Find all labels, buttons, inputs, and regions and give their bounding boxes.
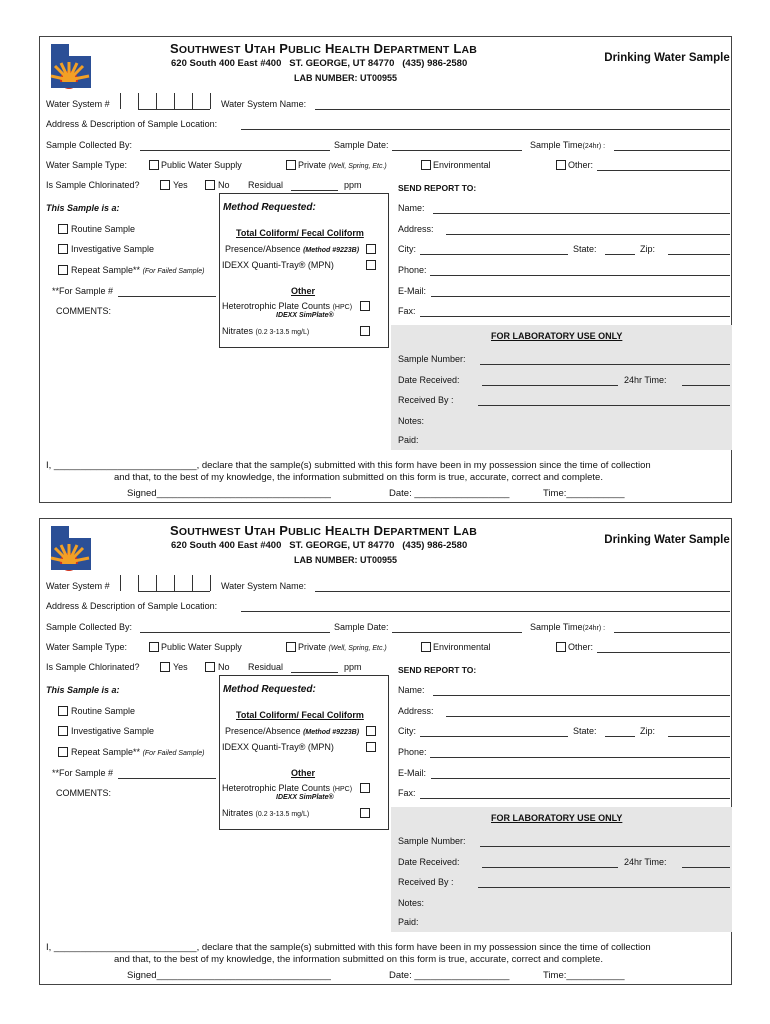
lab-use-only-panel <box>391 325 732 450</box>
quanti-tray-label: IDEXX Quanti-Tray® (MPN) <box>222 260 334 270</box>
other-field[interactable] <box>597 170 730 171</box>
environmental-label: Environmental <box>433 642 491 652</box>
routine-label: Routine Sample <box>71 224 136 234</box>
report-fax-field[interactable] <box>420 316 730 317</box>
declaration-date-field[interactable]: Date: __________________ <box>389 488 510 499</box>
lab-time-label: 24hr Time: <box>624 375 667 385</box>
report-address-label: Address: <box>398 224 434 234</box>
chlorinated-yes-checkbox[interactable] <box>160 180 170 190</box>
sample-kind-heading: This Sample is a: <box>46 203 120 213</box>
report-name-label: Name: <box>398 685 425 695</box>
report-name-field[interactable] <box>433 695 730 696</box>
investigative-checkbox[interactable] <box>58 244 68 254</box>
chlorinated-label: Is Sample Chlorinated? <box>46 180 140 190</box>
method-requested-box <box>219 193 389 348</box>
declaration-line-1: I, ___________________________, declare that the sample(s) submitted with this form have been in my possession since the time of collection <box>46 942 651 953</box>
public-supply-label: Public Water Supply <box>161 642 242 652</box>
other-checkbox[interactable] <box>556 160 566 170</box>
presence-absence-label: Presence/Absence (Method #9223B) <box>225 244 360 254</box>
hpc-label: Heterotrophic Plate Counts (HPC) <box>222 301 353 311</box>
sample-time-field[interactable] <box>614 632 730 633</box>
chlorinated-yes-checkbox[interactable] <box>160 662 170 672</box>
report-phone-label: Phone: <box>398 747 427 757</box>
public-supply-label: Public Water Supply <box>161 160 242 170</box>
residual-field[interactable] <box>291 190 338 191</box>
routine-checkbox[interactable] <box>58 706 68 716</box>
nitrates-checkbox[interactable] <box>360 808 370 818</box>
address-description-label: Address & Description of Sample Location: <box>46 119 218 129</box>
investigative-checkbox[interactable] <box>58 726 68 736</box>
report-address-field[interactable] <box>446 234 730 235</box>
presence-absence-label: Presence/Absence (Method #9223B) <box>225 726 360 736</box>
sample-type-title: Drinking Water Sample <box>604 52 730 64</box>
report-fax-field[interactable] <box>420 798 730 799</box>
report-email-label: E-Mail: <box>398 768 427 778</box>
lab-time-label: 24hr Time: <box>624 857 667 867</box>
quanti-tray-label: IDEXX Quanti-Tray® (MPN) <box>222 742 334 752</box>
investigative-label: Investigative Sample <box>71 244 155 254</box>
lab-received-by-label: Received By : <box>398 877 454 887</box>
report-zip-label: Zip: <box>640 726 656 736</box>
public-supply-checkbox[interactable] <box>149 160 159 170</box>
routine-checkbox[interactable] <box>58 224 68 234</box>
lab-paid-label: Paid: <box>398 917 419 927</box>
water-system-number-label: Water System # <box>46 581 110 591</box>
comments-label: COMMENTS: <box>56 306 111 316</box>
lab-address: 620 South 400 East #400 ST. GEORGE, UT 84770 (435) 986-2580 <box>171 58 468 69</box>
lab-address: 620 South 400 East #400 ST. GEORGE, UT 84770 (435) 986-2580 <box>171 540 468 551</box>
lab-time-field[interactable] <box>682 385 730 386</box>
declaration-line-2: and that, to the best of my knowledge, the information submitted on this form is true, accurate, correct and complete. <box>114 472 603 483</box>
report-state-label: State: <box>573 244 597 254</box>
simplate-label: IDEXX SimPlate® <box>276 312 334 319</box>
collected-by-field[interactable] <box>140 632 330 633</box>
nitrates-checkbox[interactable] <box>360 326 370 336</box>
other-label: Other: <box>568 160 594 170</box>
report-zip-field[interactable] <box>668 736 730 737</box>
no-label: No <box>218 662 230 672</box>
nitrates-label: Nitrates (0.2 3-13.5 mg/L) <box>222 808 310 818</box>
lab-date-received-field[interactable] <box>482 385 618 386</box>
for-sample-label: **For Sample # <box>52 768 114 778</box>
lab-title: SOUTHWEST UTAH PUBLIC HEALTH DEPARTMENT LAB <box>170 523 478 538</box>
utah-sun-logo <box>47 42 95 90</box>
no-label: No <box>218 180 230 190</box>
report-address-label: Address: <box>398 706 434 716</box>
quanti-tray-checkbox[interactable] <box>366 742 376 752</box>
lab-use-heading: FOR LABORATORY USE ONLY <box>491 813 623 823</box>
private-label: Private (Well, Spring, Etc.) <box>298 642 387 652</box>
report-email-label: E-Mail: <box>398 286 427 296</box>
report-zip-label: Zip: <box>640 244 656 254</box>
water-system-name-label: Water System Name: <box>221 581 307 591</box>
hpc-checkbox[interactable] <box>360 301 370 311</box>
for-sample-label: **For Sample # <box>52 286 114 296</box>
ppm-label: ppm <box>344 180 362 190</box>
lab-received-by-field[interactable] <box>478 405 730 406</box>
private-label: Private (Well, Spring, Etc.) <box>298 160 387 170</box>
sample-date-field[interactable] <box>392 150 522 151</box>
lab-paid-label: Paid: <box>398 435 419 445</box>
report-city-field[interactable] <box>420 254 568 255</box>
residual-field[interactable] <box>291 672 338 673</box>
lab-date-received-label: Date Received: <box>398 857 460 867</box>
sample-form-1 <box>39 36 732 503</box>
report-city-field[interactable] <box>420 736 568 737</box>
method-heading: Method Requested: <box>223 684 316 695</box>
sample-form-2 <box>39 518 732 985</box>
repeat-checkbox[interactable] <box>58 265 68 275</box>
lab-number: LAB NUMBER: UT00955 <box>294 73 398 83</box>
collected-by-label: Sample Collected By: <box>46 140 133 150</box>
send-report-heading: SEND REPORT TO: <box>398 665 477 675</box>
lab-received-by-label: Received By : <box>398 395 454 405</box>
investigative-label: Investigative Sample <box>71 726 155 736</box>
report-fax-label: Fax: <box>398 306 416 316</box>
hpc-label: Heterotrophic Plate Counts (HPC) <box>222 783 353 793</box>
report-phone-field[interactable] <box>430 757 730 758</box>
declaration-line-2: and that, to the best of my knowledge, the information submitted on this form is true, accurate, correct and complete. <box>114 954 603 965</box>
chlorinated-no-checkbox[interactable] <box>205 180 215 190</box>
declaration-time-field[interactable]: Time:___________ <box>543 970 625 981</box>
other-method-heading: Other <box>291 768 316 778</box>
environmental-label: Environmental <box>433 160 491 170</box>
report-state-label: State: <box>573 726 597 736</box>
ppm-label: ppm <box>344 662 362 672</box>
sample-time-field[interactable] <box>614 150 730 151</box>
utah-sun-logo <box>47 524 95 572</box>
other-method-heading: Other <box>291 286 316 296</box>
yes-label: Yes <box>173 662 188 672</box>
report-phone-label: Phone: <box>398 265 427 275</box>
address-description-field[interactable] <box>241 129 730 130</box>
yes-label: Yes <box>173 180 188 190</box>
repeat-label: Repeat Sample** (For Failed Sample) <box>71 747 205 757</box>
sample-date-field[interactable] <box>392 632 522 633</box>
public-supply-checkbox[interactable] <box>149 642 159 652</box>
lab-number: LAB NUMBER: UT00955 <box>294 555 398 565</box>
report-phone-field[interactable] <box>430 275 730 276</box>
repeat-label: Repeat Sample** (For Failed Sample) <box>71 265 205 275</box>
quanti-tray-checkbox[interactable] <box>366 260 376 270</box>
report-state-field[interactable] <box>605 254 635 255</box>
collected-by-label: Sample Collected By: <box>46 622 133 632</box>
lab-sample-number-label: Sample Number: <box>398 836 466 846</box>
report-email-field[interactable] <box>431 778 730 779</box>
report-name-label: Name: <box>398 203 425 213</box>
report-email-field[interactable] <box>431 296 730 297</box>
report-fax-label: Fax: <box>398 788 416 798</box>
sample-time-label: Sample Time(24hr) : <box>530 622 606 632</box>
collected-by-field[interactable] <box>140 150 330 151</box>
presence-absence-checkbox[interactable] <box>366 244 376 254</box>
comments-label: COMMENTS: <box>56 788 111 798</box>
lab-sample-number-label: Sample Number: <box>398 354 466 364</box>
lab-notes-label: Notes: <box>398 898 425 908</box>
lab-received-by-field[interactable] <box>478 887 730 888</box>
declaration-line-1: I, ___________________________, declare that the sample(s) submitted with this form have been in my possession since the time of collection <box>46 460 651 471</box>
other-label: Other: <box>568 642 594 652</box>
private-checkbox[interactable] <box>286 642 296 652</box>
for-sample-field[interactable] <box>118 296 216 297</box>
simplate-label: IDEXX SimPlate® <box>276 794 334 801</box>
coliform-heading: Total Coliform/ Fecal Coliform <box>236 710 364 720</box>
report-name-field[interactable] <box>433 213 730 214</box>
lab-date-received-label: Date Received: <box>398 375 460 385</box>
address-description-field[interactable] <box>241 611 730 612</box>
method-requested-box <box>219 675 389 830</box>
address-description-label: Address & Description of Sample Location: <box>46 601 218 611</box>
lab-sample-number-field[interactable] <box>480 364 730 365</box>
private-checkbox[interactable] <box>286 160 296 170</box>
sample-kind-heading: This Sample is a: <box>46 685 120 695</box>
report-state-field[interactable] <box>605 736 635 737</box>
report-city-label: City: <box>398 726 416 736</box>
presence-absence-checkbox[interactable] <box>366 726 376 736</box>
report-zip-field[interactable] <box>668 254 730 255</box>
chlorinated-label: Is Sample Chlorinated? <box>46 662 140 672</box>
lab-notes-label: Notes: <box>398 416 425 426</box>
declaration-date-field[interactable]: Date: __________________ <box>389 970 510 981</box>
other-field[interactable] <box>597 652 730 653</box>
sample-date-label: Sample Date: <box>334 622 389 632</box>
lab-title: SOUTHWEST UTAH PUBLIC HEALTH DEPARTMENT LAB <box>170 41 478 56</box>
declaration-time-field[interactable]: Time:___________ <box>543 488 625 499</box>
signed-field[interactable]: Signed_________________________________ <box>127 488 331 499</box>
routine-label: Routine Sample <box>71 706 136 716</box>
lab-use-only-panel <box>391 807 732 932</box>
residual-label: Residual <box>248 662 284 672</box>
water-system-name-field[interactable] <box>315 591 730 592</box>
sample-type-title: Drinking Water Sample <box>604 534 730 546</box>
lab-date-received-field[interactable] <box>482 867 618 868</box>
water-sample-type-label: Water Sample Type: <box>46 160 128 170</box>
lab-time-field[interactable] <box>682 867 730 868</box>
nitrates-label: Nitrates (0.2 3-13.5 mg/L) <box>222 326 310 336</box>
environmental-checkbox[interactable] <box>421 160 431 170</box>
residual-label: Residual <box>248 180 284 190</box>
repeat-checkbox[interactable] <box>58 747 68 757</box>
water-sample-type-label: Water Sample Type: <box>46 642 128 652</box>
report-city-label: City: <box>398 244 416 254</box>
water-system-number-label: Water System # <box>46 99 110 109</box>
other-checkbox[interactable] <box>556 642 566 652</box>
signed-field[interactable]: Signed_________________________________ <box>127 970 331 981</box>
hpc-checkbox[interactable] <box>360 783 370 793</box>
send-report-heading: SEND REPORT TO: <box>398 183 477 193</box>
for-sample-field[interactable] <box>118 778 216 779</box>
chlorinated-no-checkbox[interactable] <box>205 662 215 672</box>
report-address-field[interactable] <box>446 716 730 717</box>
environmental-checkbox[interactable] <box>421 642 431 652</box>
sample-time-label: Sample Time(24hr) : <box>530 140 606 150</box>
lab-use-heading: FOR LABORATORY USE ONLY <box>491 331 623 341</box>
water-system-name-label: Water System Name: <box>221 99 307 109</box>
water-system-name-field[interactable] <box>315 109 730 110</box>
sample-date-label: Sample Date: <box>334 140 389 150</box>
lab-sample-number-field[interactable] <box>480 846 730 847</box>
method-heading: Method Requested: <box>223 202 316 213</box>
coliform-heading: Total Coliform/ Fecal Coliform <box>236 228 364 238</box>
